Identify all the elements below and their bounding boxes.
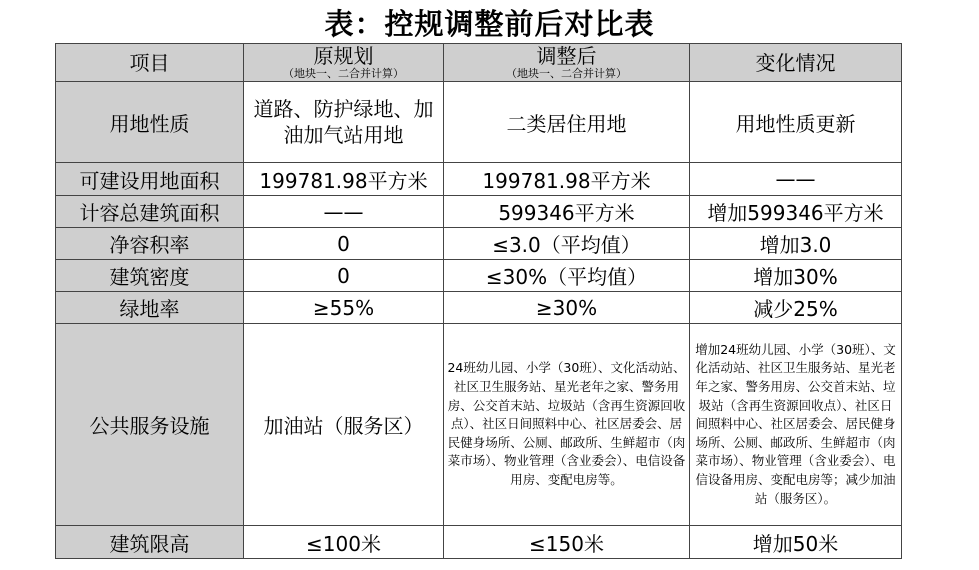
header-original-note: （地块一、二合并计算） [283, 66, 404, 80]
table-row [56, 292, 902, 324]
header-change: 变化情况 [690, 44, 902, 82]
table-row [56, 163, 902, 196]
change-value: 增加599346平方米 [690, 196, 902, 228]
header-original [244, 44, 444, 82]
adjusted-value: 24班幼儿园、小学（30班）、文化活动站、社区卫生服务站、星光老年之家、警务用房、公交首末站、垃圾站（含再生资源回收点）、社区日间照料中心、社区居委会、居民健身场所、公厕、邮政所、生鲜超市（肉菜市场）、物业管理（含业委会）、电信设备用房、变配电房等。 [444, 324, 690, 526]
change-value: 增加50米 [690, 526, 902, 559]
adjusted-value: ≤150米 [444, 526, 690, 559]
row-label: 计容总建筑面积 [56, 196, 244, 228]
adjusted-value: 599346平方米 [444, 196, 690, 228]
row-label: 绿地率 [56, 292, 244, 324]
row-label: 净容积率 [56, 228, 244, 260]
table-row [56, 324, 902, 526]
change-value: 用地性质更新 [690, 82, 902, 163]
header-item: 项目 [56, 44, 244, 82]
header-adjusted-label: 调整后 [536, 43, 597, 68]
original-value: ≤100米 [244, 526, 444, 559]
change-value: 增加3.0 [690, 228, 902, 260]
adjusted-value: ≤30%（平均值） [444, 260, 690, 292]
table-row [56, 526, 902, 559]
header-adjusted-note: （地块一、二合并计算） [506, 66, 627, 80]
change-value: 减少25% [690, 292, 902, 324]
change-value: —— [690, 163, 902, 196]
row-label: 用地性质 [56, 82, 244, 163]
table-row [56, 196, 902, 228]
adjusted-value: 二类居住用地 [444, 82, 690, 163]
original-value: 0 [244, 260, 444, 292]
adjusted-value: 199781.98平方米 [444, 163, 690, 196]
row-label: 建筑密度 [56, 260, 244, 292]
table-title: 表：控规调整前后对比表 [324, 7, 655, 41]
table-row [56, 82, 902, 163]
row-label: 建筑限高 [56, 526, 244, 559]
original-value: 0 [244, 228, 444, 260]
header-row [56, 44, 902, 82]
original-value: —— [244, 196, 444, 228]
row-label: 可建设用地面积 [56, 163, 244, 196]
change-value: 增加30% [690, 260, 902, 292]
original-value: 道路、防护绿地、加油加气站用地 [244, 82, 444, 163]
original-value: 199781.98平方米 [244, 163, 444, 196]
original-value: ≥55% [244, 292, 444, 324]
original-value: 加油站（服务区） [244, 324, 444, 526]
table-row [56, 260, 902, 292]
row-label: 公共服务设施 [56, 324, 244, 526]
change-value: 增加24班幼儿园、小学（30班）、文化活动站、社区卫生服务站、星光老年之家、警务用房、公交首末站、垃圾站（含再生资源回收点）、社区日间照料中心、社区居委会、居民健身场所、公厕、邮政所、生鲜超市（肉菜市场）、物业管理（含业委会）、电信设备用房、变配电房等；减少加油站（服务区）。 [690, 324, 902, 526]
comparison-table [55, 43, 902, 559]
adjusted-value: ≥30% [444, 292, 690, 324]
table-row [56, 228, 902, 260]
header-original-label: 原规划 [313, 43, 374, 68]
adjusted-value: ≤3.0（平均值） [444, 228, 690, 260]
header-adjusted [444, 44, 690, 82]
